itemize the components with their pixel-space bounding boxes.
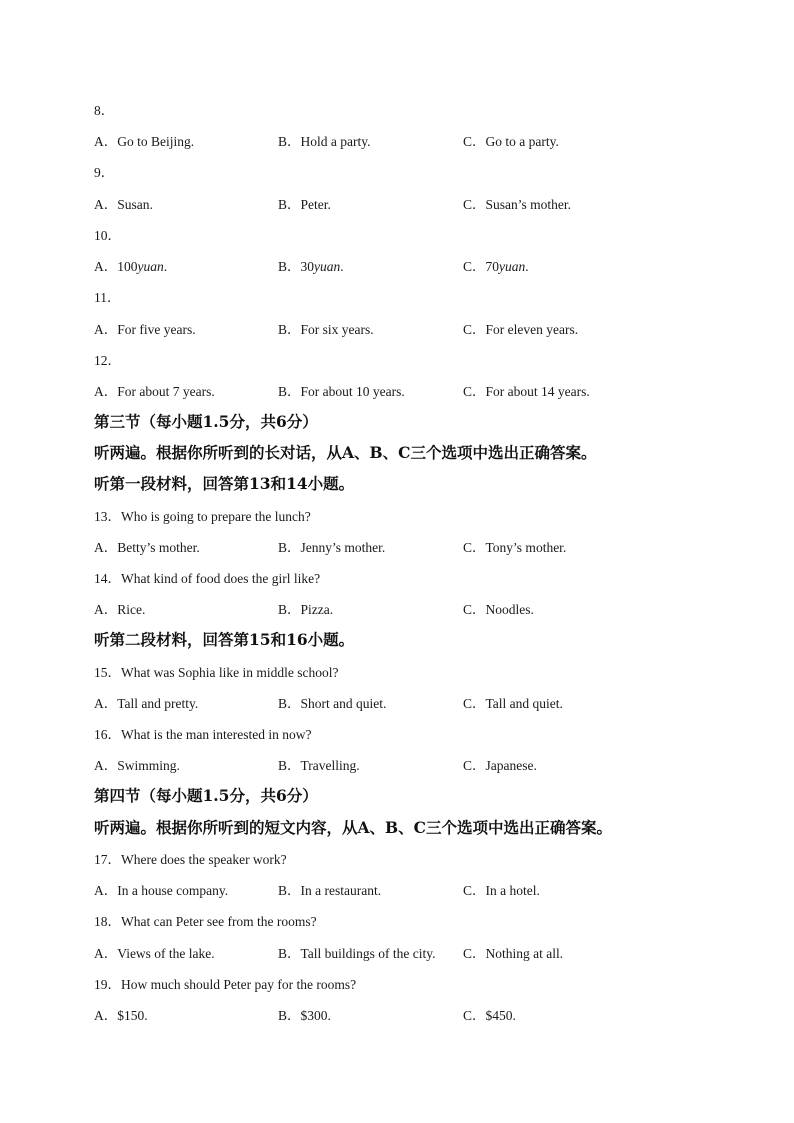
question-12-number: 12． xyxy=(94,353,121,368)
q10-option-b: B．30yuan. xyxy=(278,259,344,274)
q19-option-b: B．$300. xyxy=(278,1008,331,1023)
q19-option-c: C．$450. xyxy=(463,1008,516,1023)
question-9-number: 9． xyxy=(94,165,115,180)
q16-option-a: A．Swimming. xyxy=(94,758,180,773)
q14-option-a: A．Rice. xyxy=(94,602,146,617)
q18-option-a: A．Views of the lake. xyxy=(94,946,215,961)
q13-option-a: A．Betty’s mother. xyxy=(94,540,200,555)
section-4-instruction: 听两遍。根据你所听到的短文内容，从A、B、C三个选项中选出正确答案。 xyxy=(94,818,612,837)
section-3-title: 第三节（每小题1.5分，共6分） xyxy=(94,412,318,431)
q15-option-c: C．Tall and quiet. xyxy=(463,696,563,711)
q18-option-c: C．Nothing at all. xyxy=(463,946,564,961)
q12-option-c: C．For about 14 years. xyxy=(463,384,590,399)
q16-option-c: C．Japanese. xyxy=(463,758,537,773)
q17-option-b: B．In a restaurant. xyxy=(278,883,382,898)
question-8-number: 8． xyxy=(94,103,115,118)
q17-option-c: C．In a hotel. xyxy=(463,883,540,898)
question-16-text: 16．What is the man interested in now? xyxy=(94,727,312,742)
q11-option-b: B．For six years. xyxy=(278,322,374,337)
question-17-text: 17．Where does the speaker work? xyxy=(94,852,287,867)
q8-option-c: C．Go to a party. xyxy=(463,134,559,149)
question-15-text: 15．What was Sophia like in middle school? xyxy=(94,665,339,680)
q11-option-a: A．For five years. xyxy=(94,322,196,337)
question-18-text: 18．What can Peter see from the rooms? xyxy=(94,914,317,929)
q16-option-b: B．Travelling. xyxy=(278,758,360,773)
q15-option-b: B．Short and quiet. xyxy=(278,696,387,711)
section-4-title: 第四节（每小题1.5分，共6分） xyxy=(94,786,318,805)
q17-option-a: A．In a house company. xyxy=(94,883,229,898)
q9-option-b: B．Peter. xyxy=(278,197,331,212)
q8-option-b: B．Hold a party. xyxy=(278,134,371,149)
q13-option-b: B．Jenny’s mother. xyxy=(278,540,386,555)
q12-option-b: B．For about 10 years. xyxy=(278,384,405,399)
q14-option-c: C．Noodles. xyxy=(463,602,534,617)
section-3-part-1-heading: 听第一段材料，回答第13和14小题。 xyxy=(94,474,355,493)
q10-option-a: A．100yuan. xyxy=(94,259,168,274)
q10-option-c: C．70yuan. xyxy=(463,259,529,274)
q12-option-a: A．For about 7 years. xyxy=(94,384,215,399)
q18-option-b: B．Tall buildings of the city. xyxy=(278,946,436,961)
q9-option-c: C．Susan’s mother. xyxy=(463,197,572,212)
q14-option-b: B．Pizza. xyxy=(278,602,334,617)
q8-option-a: A．Go to Beijing. xyxy=(94,134,195,149)
q11-option-c: C．For eleven years. xyxy=(463,322,579,337)
section-3-part-2-heading: 听第二段材料，回答第15和16小题。 xyxy=(94,630,355,649)
question-19-text: 19．How much should Peter pay for the rooms? xyxy=(94,977,357,992)
q19-option-a: A．$150. xyxy=(94,1008,148,1023)
q13-option-c: C．Tony’s mother. xyxy=(463,540,567,555)
q15-option-a: A．Tall and pretty. xyxy=(94,696,199,711)
question-10-number: 10． xyxy=(94,228,121,243)
question-11-number: 11． xyxy=(94,290,121,305)
question-13-text: 13．Who is going to prepare the lunch? xyxy=(94,509,311,524)
section-3-instruction: 听两遍。根据你所听到的长对话，从A、B、C三个选项中选出正确答案。 xyxy=(94,443,597,462)
q9-option-a: A．Susan. xyxy=(94,197,153,212)
question-14-text: 14．What kind of food does the girl like? xyxy=(94,571,321,586)
